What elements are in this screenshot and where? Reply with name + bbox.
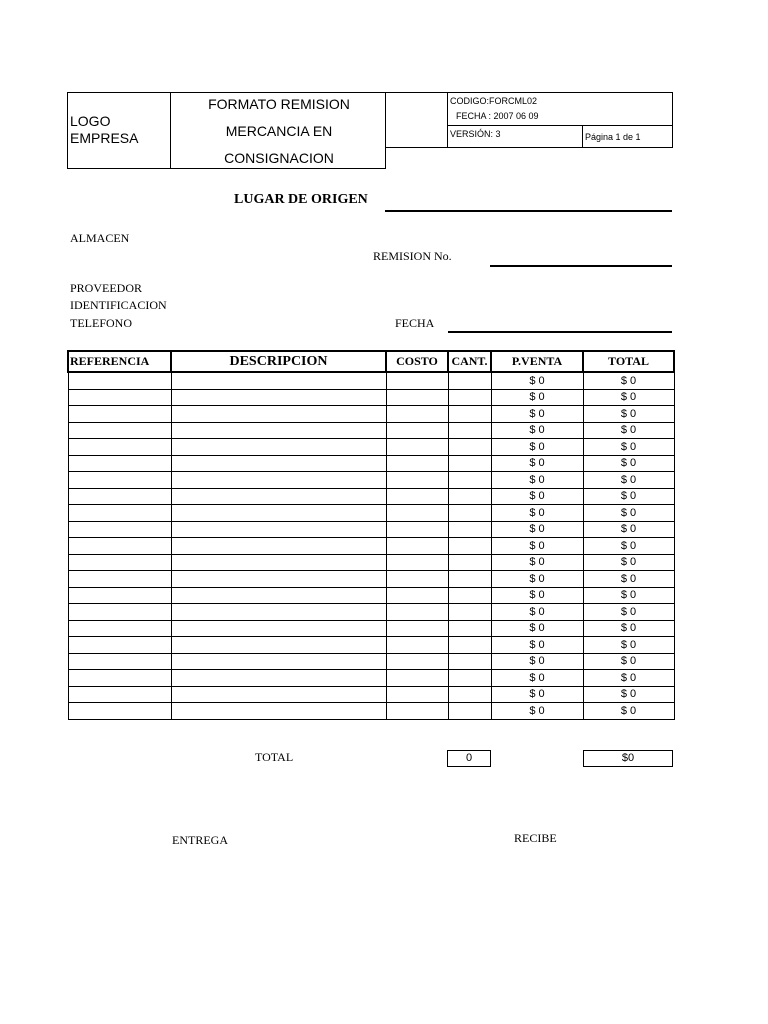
quantity-cell[interactable] bbox=[448, 488, 491, 505]
table-row bbox=[68, 488, 674, 505]
title-line-1: FORMATO REMISION bbox=[208, 96, 350, 112]
cost-cell[interactable] bbox=[386, 422, 448, 439]
sale-price-cell: $ 0 bbox=[491, 637, 583, 654]
total-cell: $ 0 bbox=[583, 372, 674, 389]
total-quantity: 0 bbox=[447, 750, 491, 767]
table-row bbox=[68, 422, 674, 439]
total-cell: $ 0 bbox=[583, 488, 674, 505]
quantity-cell[interactable] bbox=[448, 637, 491, 654]
quantity-cell[interactable] bbox=[448, 670, 491, 687]
items-body bbox=[68, 372, 674, 719]
title-line-2: MERCANCIA EN bbox=[225, 123, 333, 139]
reference-cell[interactable] bbox=[68, 472, 171, 489]
quantity-cell[interactable] bbox=[448, 422, 491, 439]
total-cell: $ 0 bbox=[583, 538, 674, 555]
reference-cell[interactable] bbox=[68, 604, 171, 621]
description-cell[interactable] bbox=[171, 505, 386, 522]
cost-cell[interactable] bbox=[386, 620, 448, 637]
reference-cell[interactable] bbox=[68, 571, 171, 588]
title-cell bbox=[170, 92, 386, 169]
sale-price-cell: $ 0 bbox=[491, 455, 583, 472]
logo-line-2: EMPRESA bbox=[70, 130, 139, 146]
sale-price-cell: $ 0 bbox=[491, 488, 583, 505]
cost-cell[interactable] bbox=[386, 406, 448, 423]
table-row bbox=[68, 389, 674, 406]
sale-price-cell: $ 0 bbox=[491, 422, 583, 439]
description-cell[interactable] bbox=[171, 620, 386, 637]
total-cell: $ 0 bbox=[583, 389, 674, 406]
description-cell[interactable] bbox=[171, 455, 386, 472]
reference-cell[interactable] bbox=[68, 587, 171, 604]
table-row bbox=[68, 554, 674, 571]
reference-cell[interactable] bbox=[68, 521, 171, 538]
items-table bbox=[67, 350, 675, 720]
total-cell: $ 0 bbox=[583, 653, 674, 670]
description-cell[interactable] bbox=[171, 604, 386, 621]
description-cell[interactable] bbox=[171, 686, 386, 703]
description-cell[interactable] bbox=[171, 653, 386, 670]
table-row bbox=[68, 637, 674, 654]
reference-cell[interactable] bbox=[68, 703, 171, 720]
version-cell bbox=[447, 125, 583, 148]
reference-cell[interactable] bbox=[68, 686, 171, 703]
date-label: FECHA bbox=[395, 316, 435, 330]
cost-cell[interactable] bbox=[386, 554, 448, 571]
quantity-cell[interactable] bbox=[448, 686, 491, 703]
table-row bbox=[68, 505, 674, 522]
total-cell: $ 0 bbox=[583, 670, 674, 687]
cost-cell[interactable] bbox=[386, 455, 448, 472]
column-header-description: DESCRIPCION bbox=[171, 351, 386, 372]
quantity-cell[interactable] bbox=[448, 653, 491, 670]
description-cell[interactable] bbox=[171, 703, 386, 720]
column-header-sale-price: P.VENTA bbox=[491, 351, 583, 372]
total-cell: $ 0 bbox=[583, 505, 674, 522]
sale-price-cell: $ 0 bbox=[491, 554, 583, 571]
reference-cell[interactable] bbox=[68, 538, 171, 555]
quantity-cell[interactable] bbox=[448, 389, 491, 406]
logo-placeholder bbox=[70, 113, 138, 147]
cost-cell[interactable] bbox=[386, 372, 448, 389]
cost-cell[interactable] bbox=[386, 389, 448, 406]
total-cell: $ 0 bbox=[583, 571, 674, 588]
description-cell[interactable] bbox=[171, 521, 386, 538]
total-cell: $ 0 bbox=[583, 686, 674, 703]
quantity-cell[interactable] bbox=[448, 455, 491, 472]
table-row bbox=[68, 571, 674, 588]
reference-cell[interactable] bbox=[68, 422, 171, 439]
blank-cell bbox=[385, 92, 448, 148]
description-cell[interactable] bbox=[171, 439, 386, 456]
table-row bbox=[68, 587, 674, 604]
table-row bbox=[68, 439, 674, 456]
description-cell[interactable] bbox=[171, 538, 386, 555]
sale-price-cell: $ 0 bbox=[491, 389, 583, 406]
quantity-cell[interactable] bbox=[448, 587, 491, 604]
total-cell: $ 0 bbox=[583, 620, 674, 637]
reference-cell[interactable] bbox=[68, 488, 171, 505]
sale-price-cell: $ 0 bbox=[491, 686, 583, 703]
quantity-cell[interactable] bbox=[448, 505, 491, 522]
description-cell[interactable] bbox=[171, 587, 386, 604]
total-cell: $ 0 bbox=[583, 406, 674, 423]
reference-cell[interactable] bbox=[68, 439, 171, 456]
quantity-cell[interactable] bbox=[448, 439, 491, 456]
sale-price-cell: $ 0 bbox=[491, 604, 583, 621]
total-cell: $ 0 bbox=[583, 439, 674, 456]
column-header-quantity: CANT. bbox=[448, 351, 491, 372]
phone-label: TELEFONO bbox=[70, 316, 132, 330]
cost-cell[interactable] bbox=[386, 521, 448, 538]
quantity-cell[interactable] bbox=[448, 554, 491, 571]
sale-price-cell: $ 0 bbox=[491, 653, 583, 670]
cost-cell[interactable] bbox=[386, 587, 448, 604]
table-row bbox=[68, 703, 674, 720]
reference-cell[interactable] bbox=[68, 372, 171, 389]
cost-cell[interactable] bbox=[386, 670, 448, 687]
reference-cell[interactable] bbox=[68, 389, 171, 406]
description-cell[interactable] bbox=[171, 389, 386, 406]
table-row bbox=[68, 372, 674, 389]
table-row bbox=[68, 455, 674, 472]
sale-price-cell: $ 0 bbox=[491, 620, 583, 637]
table-row bbox=[68, 686, 674, 703]
sale-price-cell: $ 0 bbox=[491, 472, 583, 489]
sale-price-cell: $ 0 bbox=[491, 521, 583, 538]
reference-cell[interactable] bbox=[68, 653, 171, 670]
reference-cell[interactable] bbox=[68, 670, 171, 687]
table-row bbox=[68, 653, 674, 670]
cost-cell[interactable] bbox=[386, 571, 448, 588]
quantity-cell[interactable] bbox=[448, 406, 491, 423]
cost-cell[interactable] bbox=[386, 505, 448, 522]
cost-cell[interactable] bbox=[386, 637, 448, 654]
page-cell bbox=[582, 125, 673, 148]
table-header-row bbox=[68, 351, 674, 372]
table-row bbox=[68, 472, 674, 489]
sale-price-cell: $ 0 bbox=[491, 406, 583, 423]
identification-label: IDENTIFICACION bbox=[70, 298, 167, 312]
sale-price-cell: $ 0 bbox=[491, 703, 583, 720]
table-row bbox=[68, 406, 674, 423]
column-header-cost: COSTO bbox=[386, 351, 448, 372]
total-cell: $ 0 bbox=[583, 703, 674, 720]
table-row bbox=[68, 538, 674, 555]
received-by-label: RECIBE bbox=[514, 831, 557, 845]
description-cell[interactable] bbox=[171, 472, 386, 489]
cost-cell[interactable] bbox=[386, 653, 448, 670]
cost-cell[interactable] bbox=[386, 439, 448, 456]
table-row bbox=[68, 604, 674, 621]
quantity-cell[interactable] bbox=[448, 604, 491, 621]
column-header-total: TOTAL bbox=[583, 351, 674, 372]
total-cell: $ 0 bbox=[583, 422, 674, 439]
title-line-3: CONSIGNACION bbox=[224, 150, 334, 166]
total-label: TOTAL bbox=[255, 750, 294, 764]
logo-line-1: LOGO bbox=[70, 113, 111, 129]
description-cell[interactable] bbox=[171, 670, 386, 687]
quantity-cell[interactable] bbox=[448, 703, 491, 720]
description-cell[interactable] bbox=[171, 488, 386, 505]
document-date: FECHA : 2007 06 09 bbox=[456, 111, 539, 121]
supplier-label: PROVEEDOR bbox=[70, 281, 143, 295]
reference-cell[interactable] bbox=[68, 505, 171, 522]
grand-total: $0 bbox=[583, 750, 673, 767]
reference-cell[interactable] bbox=[68, 554, 171, 571]
quantity-cell[interactable] bbox=[448, 571, 491, 588]
description-cell[interactable] bbox=[171, 637, 386, 654]
quantity-cell[interactable] bbox=[448, 521, 491, 538]
warehouse-label: ALMACEN bbox=[70, 231, 130, 245]
reference-cell[interactable] bbox=[68, 637, 171, 654]
cost-cell[interactable] bbox=[386, 472, 448, 489]
total-cell: $ 0 bbox=[583, 587, 674, 604]
reference-cell[interactable] bbox=[68, 620, 171, 637]
description-cell[interactable] bbox=[171, 571, 386, 588]
sale-price-cell: $ 0 bbox=[491, 538, 583, 555]
table-row bbox=[68, 670, 674, 687]
sale-price-cell: $ 0 bbox=[491, 505, 583, 522]
quantity-cell[interactable] bbox=[448, 620, 491, 637]
sale-price-cell: $ 0 bbox=[491, 670, 583, 687]
cost-cell[interactable] bbox=[386, 488, 448, 505]
table-row bbox=[68, 521, 674, 538]
description-cell[interactable] bbox=[171, 422, 386, 439]
document-code: CODIGO:FORCML02 bbox=[450, 96, 538, 106]
sale-price-cell: $ 0 bbox=[491, 571, 583, 588]
total-cell: $ 0 bbox=[583, 472, 674, 489]
total-cell: $ 0 bbox=[583, 554, 674, 571]
logo-cell bbox=[67, 92, 171, 169]
sale-price-cell: $ 0 bbox=[491, 587, 583, 604]
total-cell: $ 0 bbox=[583, 521, 674, 538]
document-header bbox=[67, 92, 672, 168]
description-cell[interactable] bbox=[171, 372, 386, 389]
origin-place-label: LUGAR DE ORIGEN bbox=[234, 192, 368, 207]
document-version: VERSIÓN: 3 bbox=[450, 129, 501, 139]
cost-cell[interactable] bbox=[386, 703, 448, 720]
total-cell: $ 0 bbox=[583, 637, 674, 654]
page-number: Página 1 de 1 bbox=[585, 132, 641, 142]
origin-place-field[interactable] bbox=[385, 210, 672, 212]
reference-cell[interactable] bbox=[68, 406, 171, 423]
remission-number-label: REMISION No. bbox=[373, 249, 452, 263]
cost-cell[interactable] bbox=[386, 686, 448, 703]
sale-price-cell: $ 0 bbox=[491, 439, 583, 456]
description-cell[interactable] bbox=[171, 554, 386, 571]
description-cell[interactable] bbox=[171, 406, 386, 423]
quantity-cell[interactable] bbox=[448, 472, 491, 489]
sale-price-cell: $ 0 bbox=[491, 372, 583, 389]
remission-number-field[interactable] bbox=[490, 265, 672, 267]
total-cell: $ 0 bbox=[583, 455, 674, 472]
column-header-reference: REFERENCIA bbox=[68, 351, 171, 372]
cost-cell[interactable] bbox=[386, 604, 448, 621]
code-cell bbox=[447, 92, 673, 126]
delivered-by-label: ENTREGA bbox=[172, 833, 228, 847]
quantity-cell[interactable] bbox=[448, 372, 491, 389]
cost-cell[interactable] bbox=[386, 538, 448, 555]
total-cell: $ 0 bbox=[583, 604, 674, 621]
quantity-cell[interactable] bbox=[448, 538, 491, 555]
reference-cell[interactable] bbox=[68, 455, 171, 472]
table-row bbox=[68, 620, 674, 637]
date-field[interactable] bbox=[448, 331, 672, 333]
